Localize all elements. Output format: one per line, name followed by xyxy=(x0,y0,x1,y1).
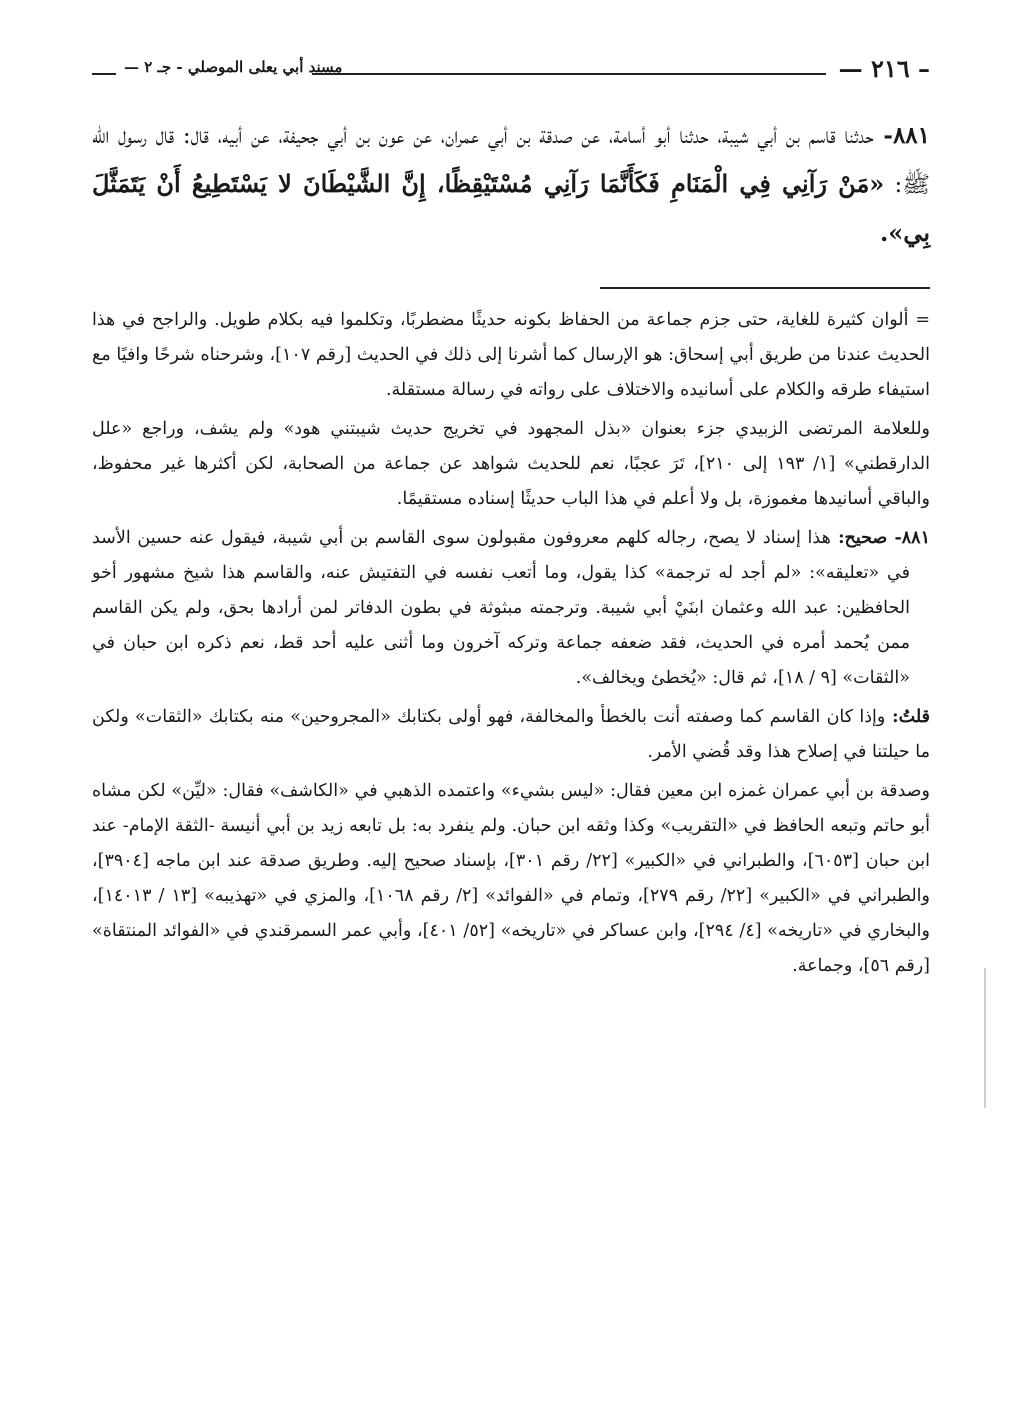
hadith-text xyxy=(92,112,930,258)
header-rule xyxy=(312,73,826,75)
footnote-paragraph: وللعلامة المرتضى الزبيدي جزء بعنوان «بذل المجهود في تخريج حديث شيبتني هود» ولم يشف، وراجع «علل الدارقطني» [١/ ١٩٣ إلى ٢١٠]، تَرَ عجبًا، نعم للحديث شواهد عن جماعة من الصحابة، لكن أكثرها غير محفوظ، والباقي أسانيدها مغموزة، بل ولا أعلم في هذا الباب حديثًا إسناده مستقيمًا. xyxy=(92,419,930,509)
remark-text: وإذا كان القاسم كما وصفته أنت بالخطأ والمخالفة، فهو أولى بكتابك «المجروحين» منه بكتابك «الثقات» ولكن ما حيلتنا في إصلاح هذا وقد قُضي الأمر. xyxy=(92,707,930,762)
footnote-divider xyxy=(600,287,930,289)
hadith-number: ٨٨١- xyxy=(873,122,930,149)
grading-label: ٨٨١- صحيح: xyxy=(830,528,930,548)
remark-label: قلتُ: xyxy=(885,707,930,727)
grading-text: هذا إسناد لا يصح، رجاله كلهم معروفون مقبولون سوى القاسم بن أبي شيبة، فيقول عنه حسين الأسد في «تعليقه»: «لم أجد له ترجمة» كذا يقول، وما أتعب نفسه في التفتيش عنه، والقاسم هذا شيخ مشهور أخو الحافظين: عبد الله وعثمان ابنَيْ أبي شيبة. وترجمته مبثوثة في بطون الدفاتر لمن أرادها بحق، ولم يكن القاسم ممن يُحمد أمره في الحديث، فقد ضعفه جماعة وتركه آخرون وما أثنى عليه أحد قط، نعم ذكره ابن حبان في «الثقات» [٩ / ١٨]، ثم قال: «يُخطئ ويخالف». xyxy=(92,528,910,688)
hadith-matn: «مَنْ رَآنِي فِي الْمَنَامِ فَكَأَنَّمَا رَآنِي مُسْتَيْقِظًا، إِنَّ الشَّيْطَانَ لا يَسْتَطِيعُ أَنْ يَتَمَثَّلَ بِي». xyxy=(92,169,930,247)
header-dash xyxy=(92,73,116,75)
remark-paragraph xyxy=(92,700,930,770)
running-title: مسند أبي يعلى الموصلي - جـ ٢ — xyxy=(124,58,343,76)
grading-paragraph xyxy=(92,521,930,696)
hadith-chain: حدثنا قاسم بن أبي شيبة، حدثنا أبو أسامة، عن صدقة بن أبي عمران، عن عون بن أبي جحيفة، عن أبيه، قال: قال رسول الله ﷺ: xyxy=(92,123,930,198)
scan-margin-line xyxy=(984,968,986,1108)
page-header xyxy=(92,54,930,88)
takhrij-paragraph: وصدقة بن أبي عمران غمزه ابن معين فقال: «ليس بشيء» واعتمده الذهبي في «الكاشف» فقال: «ليِّن» لكن مشاه أبو حاتم وتبعه الحافظ في «التقريب» وكذا وثقه ابن حبان. ولم ينفرد به: بل تابعه زيد بن أبي أنيسة -الثقة الإمام- عند ابن حبان [٦٠٥٣]، والطبراني في «الكبير» [٢٢/ رقم ٣٠١]، بإسناد صحيح إليه. وطريق صدقة عند ابن ماجه [٣٩٠٤]، والطبراني في «الكبير» [٢٢/ رقم ٢٧٩]، وتمام في «الفوائد» [٢/ رقم ١٠٦٨]، والمزي في «تهذيبه» [١٣ / ١٤٠١٣]، والبخاري في «تاريخه» [٤/ ٢٩٤]، وابن عساكر في «تاريخه» [٥٢/ ٤٠١]، وأبي عمر السمرقندي في «الفوائد المنتقاة» [رقم ٥٦]، وجماعة. xyxy=(92,781,930,976)
page-number: – ٢١٦ — xyxy=(838,54,930,83)
footnotes xyxy=(92,303,930,988)
footnote-continuation: = ألوان كثيرة للغاية، حتى جزم جماعة من الحفاظ بكونه حديثًا مضطربًا، وتكلموا فيه بكلام طويل. والراجح في هذا الحديث عندنا من طريق أبي إسحاق: هو الإرسال كما أشرنا إلى ذلك في الحديث [رقم ١٠٧]، وشرحناه شرحًا وافيًا مع استيفاء طرقه والكلام على أسانيده والاختلاف على رواته في رسالة مستقلة. xyxy=(92,310,930,400)
